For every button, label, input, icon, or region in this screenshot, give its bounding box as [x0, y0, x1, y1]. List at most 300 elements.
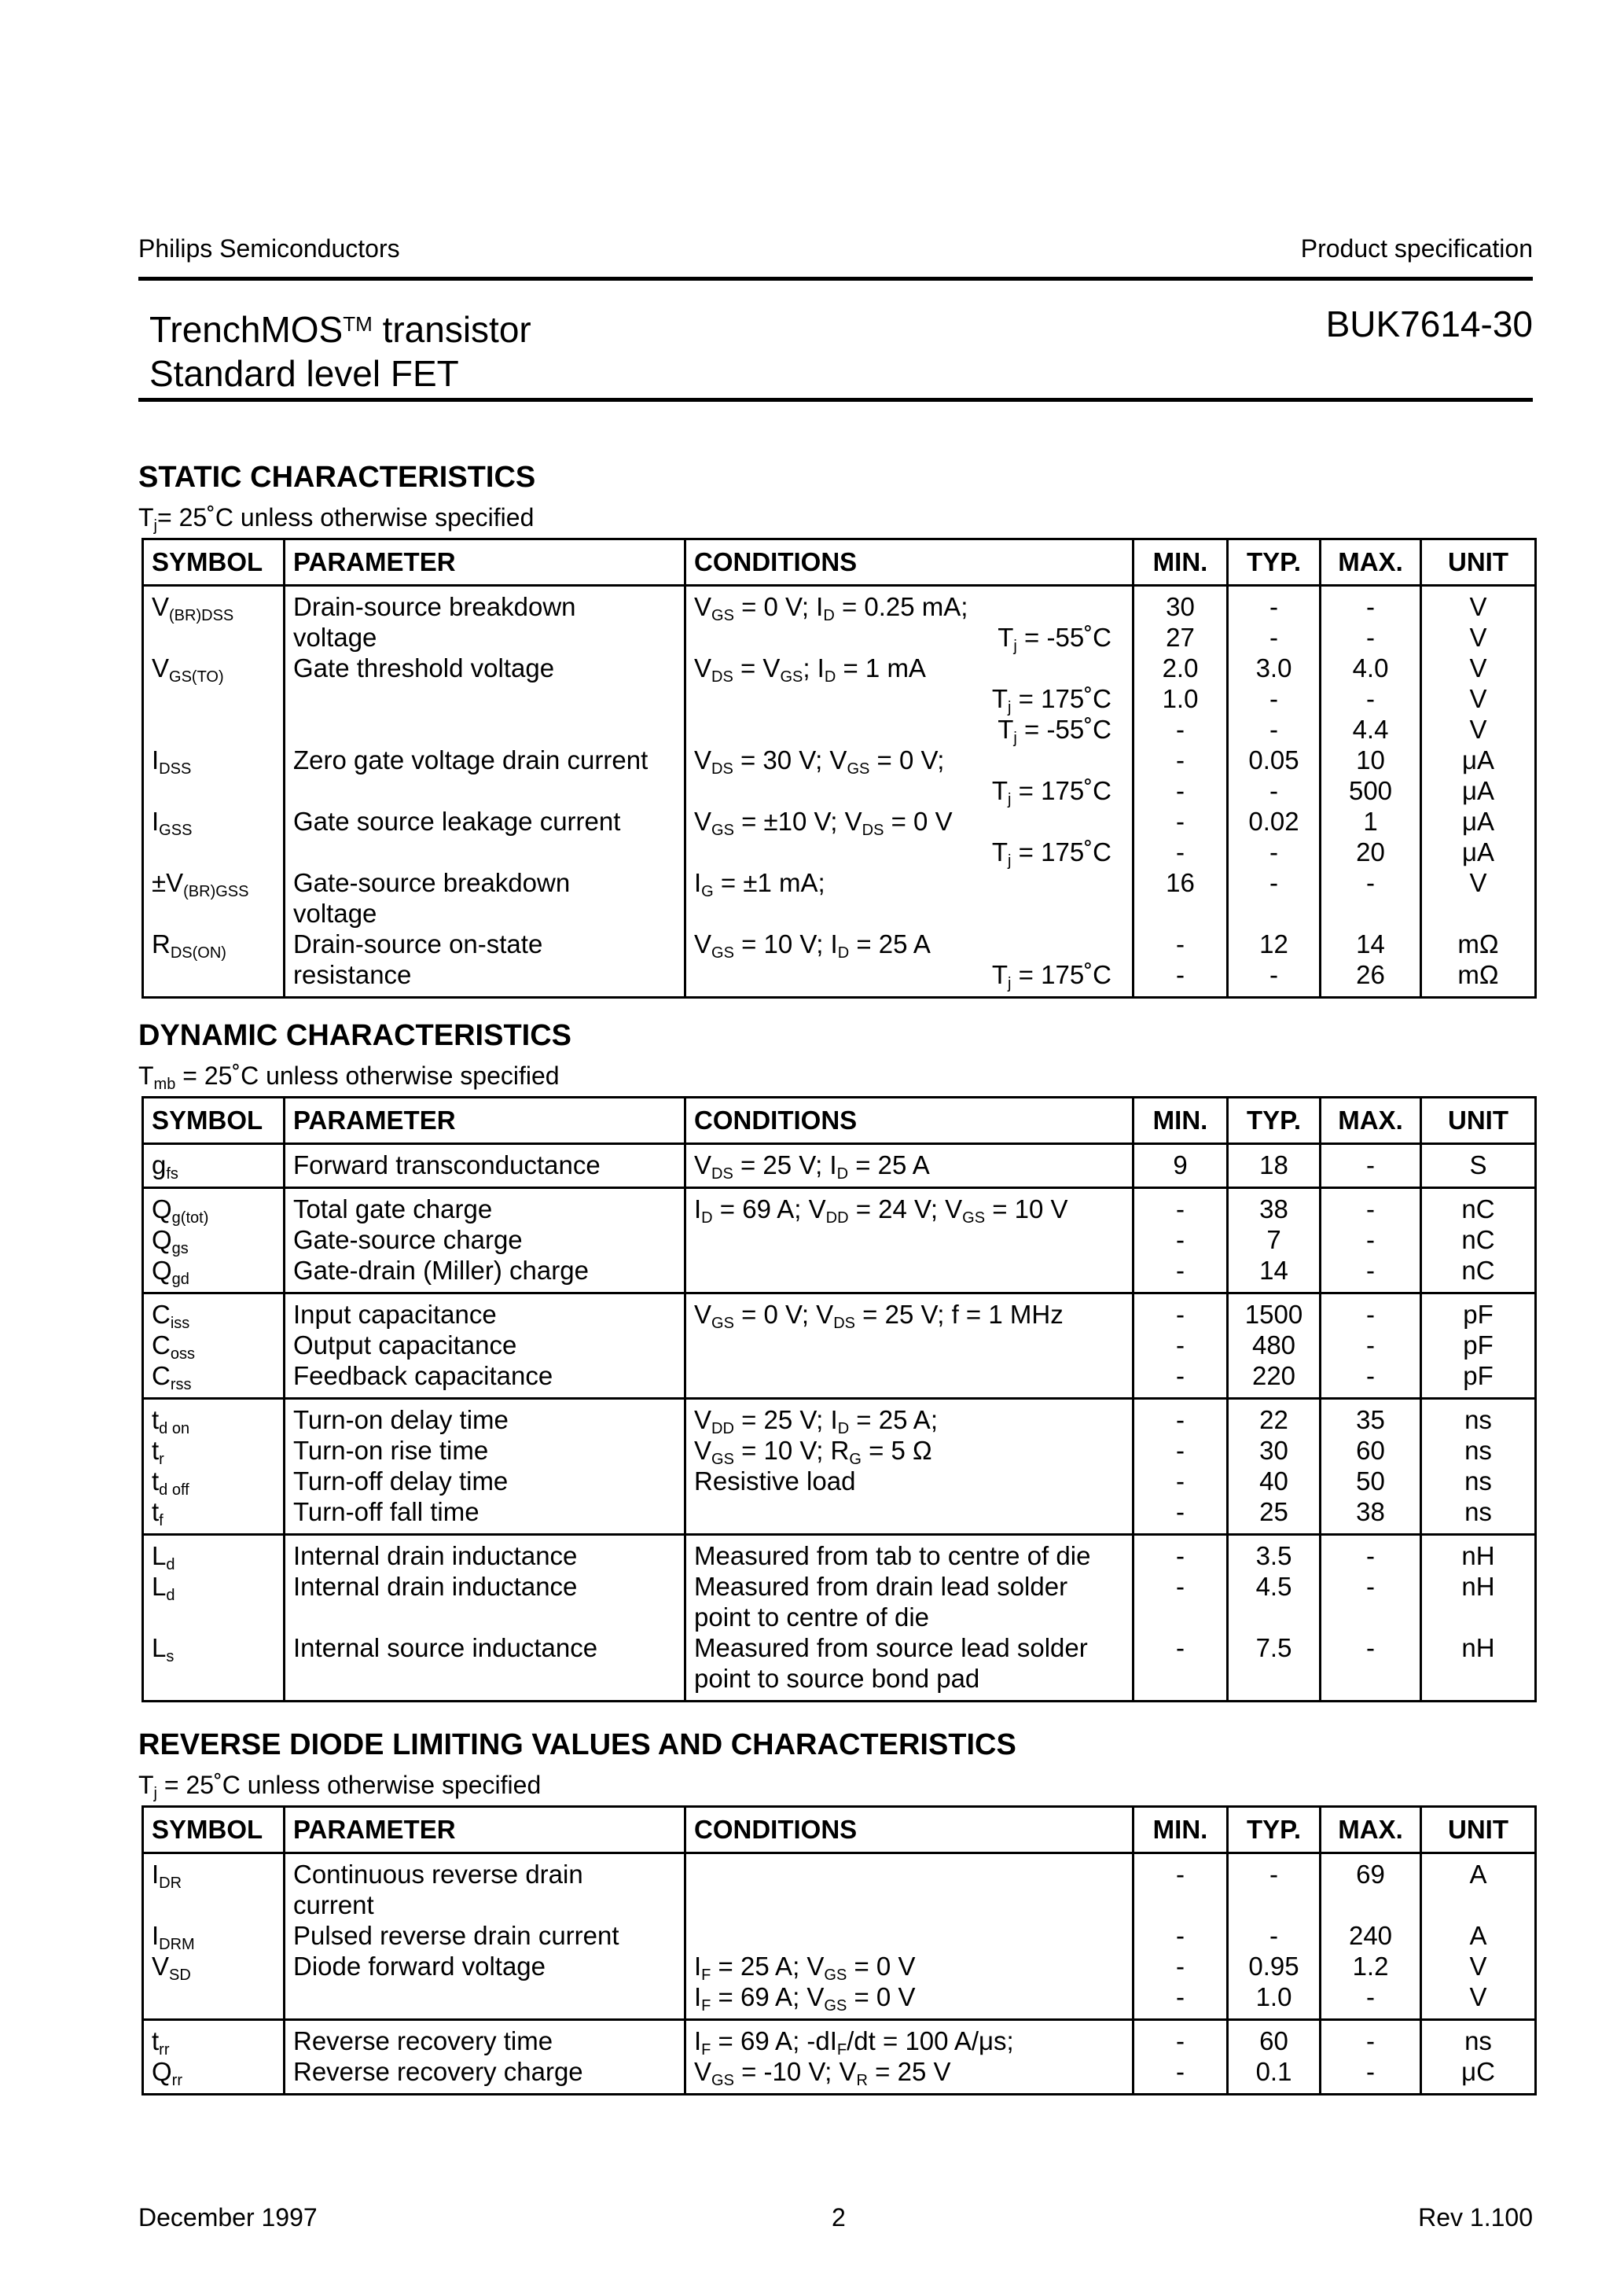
cell-line: $T_j$ = 175˚C	[991, 837, 1111, 870]
cell-line	[1142, 1663, 1218, 1694]
cell-line	[1236, 1663, 1311, 1694]
cell-line: $L_d$	[152, 1572, 175, 1604]
cell-conditions	[685, 1144, 1133, 1188]
header-rule-top	[138, 277, 1533, 281]
cell-parameter	[285, 1144, 685, 1188]
cell-line	[152, 959, 275, 990]
cell-line: -	[1176, 1952, 1185, 1981]
cell-parameter	[285, 2020, 685, 2095]
cell-line: S	[1469, 1150, 1487, 1179]
cell-typ	[1228, 1853, 1321, 2020]
cell-line: $\pm V_{(BR)GSS}$	[152, 868, 249, 900]
cell-line: -	[1176, 929, 1185, 959]
cell-line: 4.4	[1352, 715, 1389, 744]
cell-line: 3.5	[1255, 1541, 1292, 1570]
cell-line: $T_j$ = 175˚C	[991, 776, 1111, 808]
cell-line: A	[1469, 1860, 1487, 1889]
cell-line: point to source bond pad	[694, 1664, 980, 1693]
cell-line: 220	[1251, 1361, 1296, 1390]
cell-line: μC	[1461, 2057, 1495, 2086]
cell-line: μA	[1461, 776, 1495, 805]
cell-line: Total gate charge	[293, 1194, 493, 1223]
cell-max	[1321, 1188, 1421, 1293]
cell-line	[152, 837, 275, 867]
page-number: 2	[832, 2203, 846, 2232]
cell-line	[694, 1496, 1124, 1527]
cell-line: $V_{GS} = 10$ V; $R_G = 5$ Ω	[694, 1436, 932, 1468]
cell-line	[694, 1224, 1124, 1255]
cell-typ	[1228, 1188, 1321, 1293]
cell-line: Diode forward voltage	[293, 1952, 546, 1981]
cell-line: $I_{DR}$	[152, 1860, 182, 1892]
cell-line: -	[1366, 868, 1375, 897]
cell-line: Gate-source breakdown	[293, 868, 571, 897]
cell-line: -	[1176, 2057, 1185, 2086]
cell-line: Gate source leakage current	[293, 807, 621, 836]
cell-line: 25	[1259, 1497, 1288, 1526]
spec-row-group	[143, 1535, 1536, 1702]
cell-min	[1133, 1293, 1228, 1399]
cell-line: Gate-source charge	[293, 1225, 523, 1254]
col-header-conditions: CONDITIONS	[685, 1807, 1133, 1853]
cell-line: 4.0	[1352, 653, 1389, 683]
col-header-unit: UNIT	[1421, 539, 1536, 586]
cell-symbol	[143, 2020, 285, 2095]
cell-line	[152, 775, 275, 806]
cell-parameter	[285, 586, 685, 998]
cell-line: $I_G = \pm 1$ mA;	[694, 868, 825, 900]
cell-line: $I_{DSS}$	[152, 745, 192, 778]
cell-max	[1321, 586, 1421, 998]
cell-line: -	[1366, 684, 1375, 713]
col-header-min: MIN.	[1133, 1098, 1228, 1144]
cell-line: -	[1176, 776, 1185, 805]
cell-line: 38	[1259, 1194, 1288, 1223]
cell-symbol	[143, 1853, 285, 2020]
cell-line: $V_{GS} = \pm 10$ V; $V_{DS} = 0$ V	[694, 807, 953, 839]
cell-line	[293, 1602, 676, 1632]
cell-line: Pulsed reverse drain current	[293, 1921, 619, 1950]
cell-line: -	[1366, 592, 1375, 621]
cell-max	[1321, 1535, 1421, 1702]
cell-line: pF	[1463, 1330, 1494, 1360]
col-header-typ: TYP.	[1228, 1807, 1321, 1853]
cell-min	[1133, 586, 1228, 998]
cell-line: Output capacitance	[293, 1330, 517, 1360]
cell-line	[152, 898, 275, 929]
part-number: BUK7614-30	[1325, 304, 1533, 344]
cell-line	[1430, 1602, 1527, 1632]
cell-line: $T_j$ = -55˚C	[998, 623, 1111, 655]
cell-line: 60	[1259, 2026, 1288, 2055]
cell-line: $t_{d on}$	[152, 1405, 190, 1437]
cell-typ	[1228, 1144, 1321, 1188]
cell-line: 1.0	[1255, 1982, 1292, 2011]
cell-line: 240	[1348, 1921, 1393, 1950]
cell-line	[293, 714, 676, 745]
cell-line: 38	[1356, 1497, 1385, 1526]
cell-line: 69	[1356, 1860, 1385, 1889]
cell-line: 9	[1173, 1150, 1188, 1179]
cell-line: 2.0	[1162, 653, 1199, 683]
cell-line: Drain-source breakdown	[293, 592, 576, 621]
cell-typ	[1228, 2020, 1321, 2095]
cell-symbol	[143, 1399, 285, 1535]
cell-line: Measured from source lead solder	[694, 1633, 1088, 1662]
table-row	[143, 1188, 1536, 1293]
dynamic-section-title: DYNAMIC CHARACTERISTICS	[138, 1019, 571, 1052]
cell-line	[293, 837, 676, 867]
cell-line: 60	[1356, 1436, 1385, 1465]
cell-line: $V_{GS} = 0$ V; $V_{DS} = 25$ V; f = 1 MHz	[694, 1300, 1064, 1332]
col-header-max: MAX.	[1321, 1807, 1421, 1853]
cell-unit	[1421, 586, 1536, 998]
col-header-typ: TYP.	[1228, 1098, 1321, 1144]
cell-line: Measured from tab to centre of die	[694, 1541, 1091, 1570]
cell-line: 14	[1356, 929, 1385, 959]
cell-line: V	[1469, 684, 1487, 713]
cell-line: Continuous reverse drain	[293, 1860, 583, 1889]
reverse-diode-section-title: REVERSE DIODE LIMITING VALUES AND CHARACTERISTICS	[138, 1728, 1016, 1761]
cell-line: -	[1176, 1572, 1185, 1601]
cell-line	[1430, 1889, 1527, 1920]
cell-line: nC	[1461, 1194, 1495, 1223]
cell-line: $T_j$ = 175˚C	[991, 684, 1111, 716]
spec-row-group	[143, 586, 1536, 998]
cell-line: $Q_{rr}$	[152, 2057, 182, 2089]
cell-line: V	[1469, 868, 1487, 897]
cell-line: $V_{DS} = 25$ V; $I_D = 25$ A	[694, 1150, 930, 1183]
cell-line: Turn-off delay time	[293, 1466, 509, 1496]
cell-line: -	[1366, 1541, 1375, 1570]
table-row	[143, 2020, 1536, 2095]
cell-line: V	[1469, 592, 1487, 621]
cell-line: 480	[1251, 1330, 1296, 1360]
col-header-parameter: PARAMETER	[285, 539, 685, 586]
cell-line: $g_{fs}$	[152, 1150, 178, 1183]
cell-line: $C_{oss}$	[152, 1330, 195, 1363]
cell-parameter	[285, 1535, 685, 1702]
header-rule-bottom	[138, 398, 1533, 402]
cell-line: ns	[1464, 2026, 1492, 2055]
cell-line	[293, 775, 676, 806]
cell-line: -	[1176, 1541, 1185, 1570]
cell-line: voltage	[293, 899, 377, 928]
cell-line: Gate-drain (Miller) charge	[293, 1256, 589, 1285]
cell-line: 0.1	[1255, 2057, 1292, 2086]
cell-line: Turn-on delay time	[293, 1405, 509, 1434]
cell-max	[1321, 1144, 1421, 1188]
cell-unit	[1421, 1853, 1536, 2020]
title-trenchmos: TrenchMOS	[149, 309, 344, 350]
cell-line: μA	[1461, 807, 1495, 836]
cell-line: 18	[1259, 1150, 1288, 1179]
col-header-symbol: SYMBOL	[143, 1098, 285, 1144]
cell-line: 20	[1356, 837, 1385, 867]
cell-line	[152, 1602, 275, 1632]
cell-line: -	[1176, 960, 1185, 989]
static-section-title: STATIC CHARACTERISTICS	[138, 461, 536, 494]
cell-line: -	[1269, 1860, 1278, 1889]
reverse-diode-section-note: $T_j$ = 25˚C unless otherwise specified	[138, 1771, 542, 1802]
cell-line: V	[1469, 623, 1487, 652]
cell-unit	[1421, 1293, 1536, 1399]
cell-line: Feedback capacitance	[293, 1361, 553, 1390]
cell-line: -	[1269, 960, 1278, 989]
cell-line: -	[1366, 1300, 1375, 1329]
cell-conditions	[685, 2020, 1133, 2095]
table-row	[143, 1399, 1536, 1535]
cell-line: $V_{SD}$	[152, 1952, 191, 1984]
cell-conditions	[685, 1535, 1133, 1702]
table-row	[143, 586, 1536, 998]
cell-max	[1321, 1853, 1421, 2020]
cell-line: $C_{iss}$	[152, 1300, 190, 1332]
cell-line	[152, 714, 275, 745]
cell-line	[1430, 898, 1527, 929]
cell-line: 14	[1259, 1256, 1288, 1285]
table-row	[143, 1293, 1536, 1399]
cell-line: -	[1269, 868, 1278, 897]
cell-line: -	[1176, 807, 1185, 836]
cell-line: 3.0	[1255, 653, 1292, 683]
col-header-parameter: PARAMETER	[285, 1807, 685, 1853]
cell-line: -	[1366, 1256, 1375, 1285]
cell-line	[694, 1920, 1124, 1951]
cell-line: $T_j$ = -55˚C	[998, 715, 1111, 747]
cell-line: $Q_{gs}$	[152, 1225, 189, 1257]
cell-line: V	[1469, 653, 1487, 683]
cell-min	[1133, 1399, 1228, 1535]
cell-line	[293, 1981, 676, 2012]
cell-line: ns	[1464, 1497, 1492, 1526]
cell-conditions	[685, 1293, 1133, 1399]
trademark-mark: TM	[343, 312, 373, 336]
cell-line: 16	[1166, 868, 1195, 897]
cell-line: -	[1366, 1150, 1375, 1179]
spec-row-group	[143, 1144, 1536, 1188]
cell-unit	[1421, 1188, 1536, 1293]
cell-line: -	[1176, 1860, 1185, 1889]
cell-line: Reverse recovery time	[293, 2026, 553, 2055]
cell-line	[1236, 898, 1311, 929]
cell-line: -	[1366, 1194, 1375, 1223]
cell-line: 1	[1363, 807, 1378, 836]
cell-min	[1133, 1188, 1228, 1293]
cell-line: 27	[1166, 623, 1195, 652]
cell-line: $t_{d off}$	[152, 1466, 189, 1499]
cell-line: Input capacitance	[293, 1300, 497, 1329]
cell-line: 0.02	[1248, 807, 1299, 836]
cell-line: nH	[1461, 1633, 1495, 1662]
cell-line: -	[1176, 1921, 1185, 1950]
cell-typ	[1228, 1535, 1321, 1702]
cell-line: $I_F = 69$ A; $-dI_F/dt = 100$ A/μs;	[694, 2026, 1014, 2059]
cell-line: resistance	[293, 960, 412, 989]
cell-line: -	[1366, 623, 1375, 652]
cell-symbol	[143, 1293, 285, 1399]
cell-line	[293, 1663, 676, 1694]
cell-line: $I_D = 69$ A; $V_{DD} = 24$ V; $V_{GS} = 10$ V	[694, 1194, 1068, 1227]
dynamic-section-note: $T_{mb}$ = 25˚C unless otherwise specified	[138, 1062, 560, 1093]
cell-line	[1430, 1663, 1527, 1694]
cell-line	[694, 1859, 1124, 1889]
cell-line: Resistive load	[694, 1466, 856, 1496]
cell-line: nH	[1461, 1572, 1495, 1601]
cell-line: 12	[1259, 929, 1288, 959]
reverse-diode-table	[141, 1805, 1537, 2095]
cell-unit	[1421, 1535, 1536, 1702]
cell-line: $V_{GS(TO)}$	[152, 653, 224, 686]
cell-line: μA	[1461, 837, 1495, 867]
spec-row-group	[143, 1853, 1536, 2020]
cell-line: -	[1176, 1300, 1185, 1329]
cell-line: Drain-source on-state	[293, 929, 543, 959]
cell-line: current	[293, 1890, 374, 1919]
cell-conditions	[685, 1399, 1133, 1535]
static-section-note: $T_j=$ 25˚C unless otherwise specified	[138, 503, 535, 535]
cell-line: Forward transconductance	[293, 1150, 601, 1179]
cell-max	[1321, 1293, 1421, 1399]
cell-line	[1329, 1889, 1412, 1920]
cell-line: -	[1269, 623, 1278, 652]
cell-line: $I_F = 69$ A; $V_{GS} = 0$ V	[694, 1982, 916, 2015]
cell-symbol	[143, 586, 285, 998]
col-header-unit: UNIT	[1421, 1807, 1536, 1853]
col-header-conditions: CONDITIONS	[685, 539, 1133, 586]
cell-line: A	[1469, 1921, 1487, 1950]
cell-symbol	[143, 1144, 285, 1188]
spec-row-group	[143, 1188, 1536, 1293]
cell-line: $I_{DRM}$	[152, 1921, 195, 1953]
cell-line: -	[1176, 1405, 1185, 1434]
cell-line: nC	[1461, 1225, 1495, 1254]
cell-parameter	[285, 1188, 685, 1293]
cell-line	[1329, 898, 1412, 929]
cell-line: 1.0	[1162, 684, 1199, 713]
dynamic-characteristics-table	[141, 1096, 1537, 1702]
col-header-min: MIN.	[1133, 1807, 1228, 1853]
col-header-symbol: SYMBOL	[143, 1807, 285, 1853]
cell-line: 30	[1166, 592, 1195, 621]
cell-line: -	[1176, 837, 1185, 867]
cell-line: -	[1269, 1921, 1278, 1950]
cell-line: Measured from drain lead solder	[694, 1572, 1068, 1601]
cell-line	[1142, 1602, 1218, 1632]
document-title	[149, 302, 531, 396]
col-header-symbol: SYMBOL	[143, 539, 285, 586]
cell-line: mΩ	[1457, 929, 1499, 959]
cell-line: -	[1366, 1330, 1375, 1360]
cell-min	[1133, 2020, 1228, 2095]
cell-line: ns	[1464, 1466, 1492, 1496]
cell-conditions	[685, 1853, 1133, 2020]
spec-row-group	[143, 2020, 1536, 2095]
table-row	[143, 1144, 1536, 1188]
cell-line: V	[1469, 1982, 1487, 2011]
cell-line: Internal source inductance	[293, 1633, 598, 1662]
cell-line: $C_{rss}$	[152, 1361, 192, 1393]
cell-line: -	[1176, 1497, 1185, 1526]
cell-line: $V_{GS} = -10$ V; $V_R = 25$ V	[694, 2057, 951, 2089]
cell-line: 7.5	[1255, 1633, 1292, 1662]
col-header-max: MAX.	[1321, 539, 1421, 586]
cell-line: 30	[1259, 1436, 1288, 1465]
cell-line	[293, 683, 676, 714]
cell-line: -	[1366, 2057, 1375, 2086]
cell-line: V	[1469, 1952, 1487, 1981]
cell-line: Zero gate voltage drain current	[293, 745, 648, 775]
title-subtitle: Standard level FET	[149, 353, 459, 394]
cell-line: $V_{GS} = 0$ V; $I_D = 0.25$ mA;	[694, 592, 968, 624]
cell-typ	[1228, 1399, 1321, 1535]
cell-unit	[1421, 1399, 1536, 1535]
cell-line: 22	[1259, 1405, 1288, 1434]
cell-line: Internal drain inductance	[293, 1541, 578, 1570]
cell-line: 0.95	[1248, 1952, 1299, 1981]
cell-min	[1133, 1853, 1228, 2020]
cell-line: $t_{rr}$	[152, 2026, 170, 2059]
footer-date: December 1997	[138, 2203, 318, 2232]
cell-line: pF	[1463, 1361, 1494, 1390]
cell-line: -	[1269, 592, 1278, 621]
title-transistor: transistor	[372, 309, 531, 350]
table-row	[143, 1535, 1536, 1702]
cell-line: -	[1176, 1330, 1185, 1360]
static-characteristics-table	[141, 538, 1537, 999]
cell-line: -	[1366, 1572, 1375, 1601]
cell-line: -	[1176, 715, 1185, 744]
cell-line: $t_r$	[152, 1436, 164, 1468]
cell-line: $V_{DS} = V_{GS}$; $I_D = 1$ mA	[694, 653, 926, 686]
cell-line: -	[1269, 715, 1278, 744]
cell-line: 7	[1266, 1225, 1281, 1254]
cell-typ	[1228, 1293, 1321, 1399]
cell-line: 4.5	[1255, 1572, 1292, 1601]
cell-line: $V_{DS} = 30$ V; $V_{GS} = 0$ V;	[694, 745, 945, 778]
cell-line	[152, 683, 275, 714]
col-header-parameter: PARAMETER	[285, 1098, 685, 1144]
cell-line: nC	[1461, 1256, 1495, 1285]
cell-parameter	[285, 1399, 685, 1535]
cell-line: -	[1176, 1466, 1185, 1496]
cell-line: mΩ	[1457, 960, 1499, 989]
table-row	[143, 1853, 1536, 2020]
cell-line	[152, 622, 275, 653]
spec-row-group	[143, 1293, 1536, 1399]
cell-line	[1236, 1889, 1311, 1920]
cell-line: -	[1176, 1256, 1185, 1285]
document-type: Product specification	[1300, 234, 1533, 263]
col-header-unit: UNIT	[1421, 1098, 1536, 1144]
cell-line: -	[1176, 1436, 1185, 1465]
cell-line: $L_d$	[152, 1541, 175, 1573]
cell-line: Internal drain inductance	[293, 1572, 578, 1601]
cell-line: $L_s$	[152, 1633, 175, 1665]
cell-line	[1236, 1602, 1311, 1632]
cell-line: 500	[1348, 776, 1393, 805]
cell-line	[152, 1663, 275, 1694]
cell-line: Turn-off fall time	[293, 1497, 479, 1526]
cell-line: 1500	[1244, 1300, 1303, 1329]
cell-line: $T_j$ = 175˚C	[991, 960, 1111, 992]
cell-line: -	[1366, 1225, 1375, 1254]
cell-line: -	[1176, 1982, 1185, 2011]
cell-line: voltage	[293, 623, 377, 652]
cell-parameter	[285, 1853, 685, 2020]
cell-line	[1142, 898, 1218, 929]
cell-line: -	[1366, 1982, 1375, 2011]
